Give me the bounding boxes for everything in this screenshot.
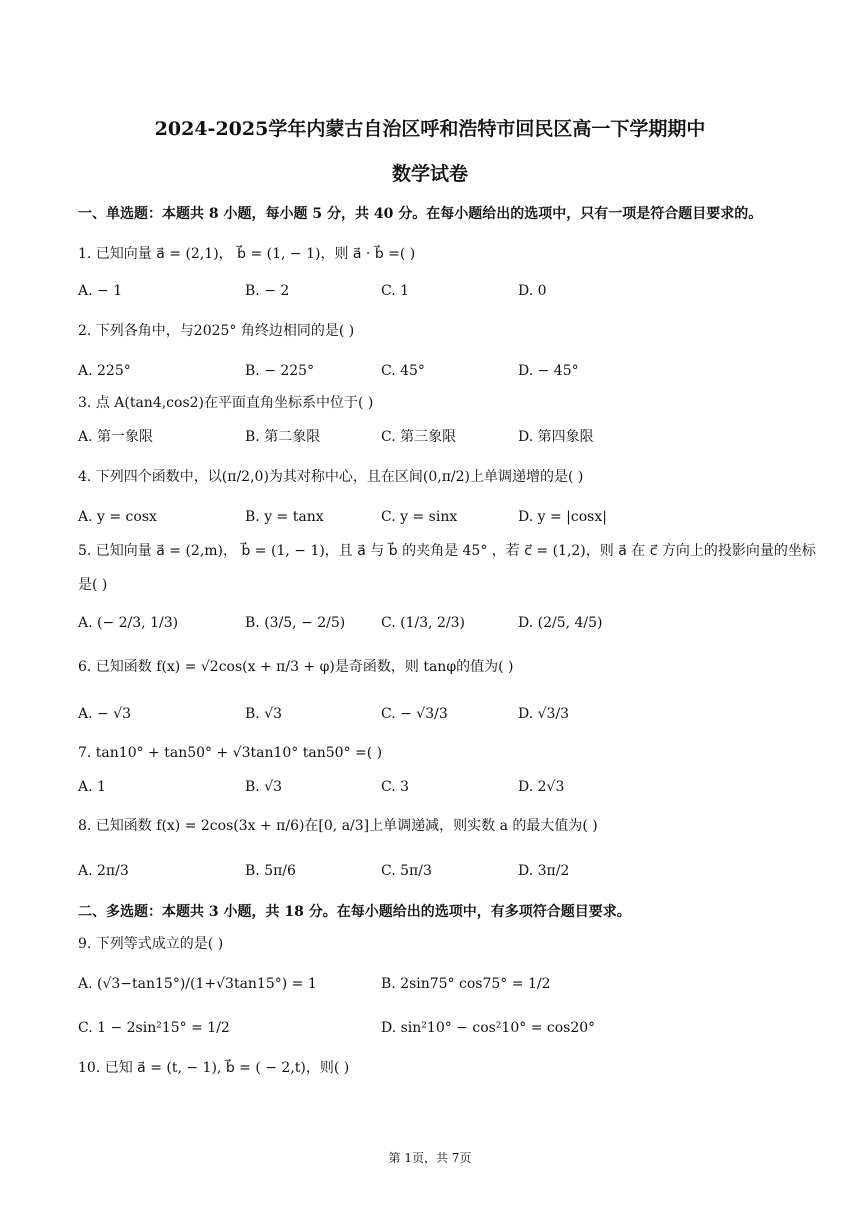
q5-option-b: B. (3/5, − 2/5) [245, 615, 346, 631]
q6-option-b: B. √3 [245, 706, 283, 722]
q2-option-d: D. − 45° [518, 363, 579, 379]
q1-option-c: C. 1 [381, 283, 410, 299]
q1-option-a: A. − 1 [78, 283, 123, 299]
q6-option-c: C. − √3/3 [381, 706, 448, 722]
q3-option-b: B. 第二象限 [245, 429, 321, 445]
q9-option-b: B. 2sin75° cos75° = 1/2 [381, 976, 551, 992]
question-2-stem: 2. 下列各角中，与2025° 角终边相同的是( ) [78, 323, 355, 339]
q6-option-a: A. − √3 [78, 706, 132, 722]
page-footer: 第 1页，共 7页 [388, 1151, 472, 1165]
q4-option-d: D. y = |cosx| [518, 509, 607, 525]
q4-option-a: A. y = cosx [78, 509, 157, 525]
question-9-stem: 9. 下列等式成立的是( ) [78, 936, 224, 952]
q8-option-a: A. 2π/3 [78, 863, 129, 879]
q6-option-d: D. √3/3 [518, 706, 570, 722]
q3-option-d: D. 第四象限 [518, 429, 594, 445]
q8-option-c: C. 5π/3 [381, 863, 432, 879]
q4-option-b: B. y = tanx [245, 509, 324, 525]
q8-option-b: B. 5π/6 [245, 863, 296, 879]
q7-option-d: D. 2√3 [518, 779, 565, 795]
q9-option-c: C. 1 − 2sin²15° = 1/2 [78, 1020, 230, 1036]
q1-option-d: D. 0 [518, 283, 547, 299]
q9-option-d: D. sin²10° − cos²10° = cos20° [381, 1020, 596, 1036]
q5-option-a: A. (− 2/3, 1/3) [78, 615, 179, 631]
q8-option-d: D. 3π/2 [518, 863, 570, 879]
q7-option-c: C. 3 [381, 779, 410, 795]
q5-option-c: C. (1/3, 2/3) [381, 615, 465, 631]
question-5-stem-continued: 是( ) [78, 577, 108, 593]
question-7-stem: 7. tan10° + tan50° + √3tan10° tan50° =( ) [78, 745, 383, 761]
q7-option-a: A. 1 [78, 779, 106, 795]
question-4-stem: 4. 下列四个函数中，以(π/2,0)为其对称中心，且在区间(0,π/2)上单调递增的是( ) [78, 469, 584, 485]
q4-option-c: C. y = sinx [381, 509, 458, 525]
section-heading-multiple-choice: 二、多选题：本题共 3 小题，共 18 分。在每小题给出的选项中，有多项符合题目要求。 [78, 904, 631, 920]
section-heading-single-choice: 一、单选题：本题共 8 小题，每小题 5 分，共 40 分。在每小题给出的选项中，只有一项是符合题目要求的。 [78, 206, 763, 222]
q2-option-a: A. 225° [78, 363, 131, 379]
question-6-stem: 6. 已知函数 f(x) = √2cos(x + π/3 + φ)是奇函数，则 tanφ的值为( ) [78, 659, 514, 675]
page-title-line1: 2024-2025学年内蒙古自治区呼和浩特市回民区高一下学期期中 [154, 118, 706, 140]
q1-option-b: B. − 2 [245, 283, 290, 299]
q7-option-b: B. √3 [245, 779, 283, 795]
q5-option-d: D. (2/5, 4/5) [518, 615, 603, 631]
q2-option-b: B. − 225° [245, 363, 315, 379]
q3-option-c: C. 第三象限 [381, 429, 457, 445]
q2-option-c: C. 45° [381, 363, 425, 379]
q3-option-a: A. 第一象限 [78, 429, 154, 445]
page-title-line2: 数学试卷 [391, 163, 468, 185]
question-10-stem: 10. 已知 a⃗ = (t, − 1), b⃗ = ( − 2,t)，则( ) [78, 1060, 350, 1076]
question-5-stem: 5. 已知向量 a⃗ = (2,m)， b⃗ = (1, − 1)，且 a⃗ 与 b⃗ 的夹角是 45° ，若 c⃗ = (1,2)，则 a⃗ 在 c⃗ 方向上的投影向量的坐标 [78, 543, 816, 559]
question-8-stem: 8. 已知函数 f(x) = 2cos(3x + π/6)在[0, a/3]上单调递减，则实数 a 的最大值为( ) [78, 818, 598, 834]
question-3-stem: 3. 点 A(tan4,cos2)在平面直角坐标系中位于( ) [78, 395, 374, 411]
question-1-stem: 1. 已知向量 a⃗ = (2,1)， b⃗ = (1, − 1)，则 a⃗ · b⃗ =( ) [78, 246, 416, 262]
q9-option-a: A. (√3−tan15°)/(1+√3tan15°) = 1 [78, 976, 317, 992]
